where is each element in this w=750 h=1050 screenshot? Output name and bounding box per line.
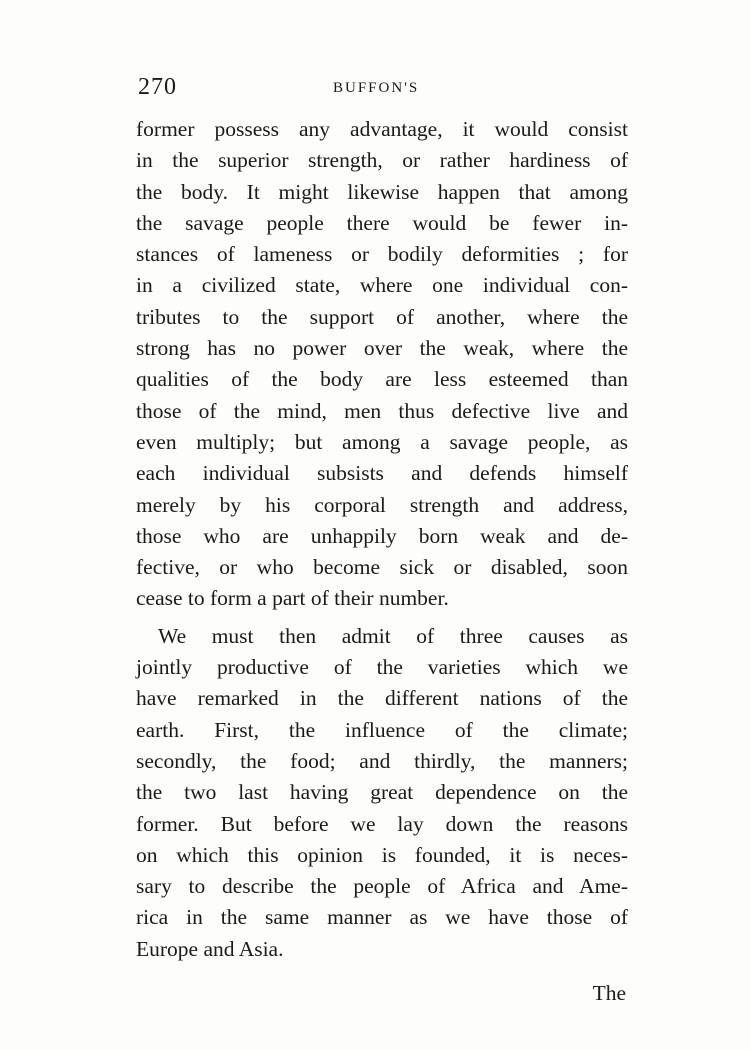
- text-line: on which this opinion is founded, it is neces-: [136, 842, 628, 867]
- text-line: We must then admit of three causes as: [158, 623, 628, 648]
- text-line: have remarked in the different nations of the: [136, 686, 628, 711]
- text-line: the body. It might likewise happen that among: [136, 179, 628, 204]
- text-line: the two last having great dependence on the: [136, 780, 628, 805]
- text-line: fective, or who become sick or disabled, soon: [136, 555, 628, 580]
- text-line: sary to describe the people of Africa and Ame-: [136, 874, 628, 899]
- text-line: those of the mind, men thus defective live and: [136, 398, 628, 423]
- text-line: Europe and Asia.: [136, 936, 284, 961]
- text-line: the savage people there would be fewer in-: [136, 210, 628, 235]
- text-line: qualities of the body are less esteemed than: [136, 367, 628, 392]
- body-text: [136, 114, 628, 965]
- text-line: jointly productive of the varieties which we: [136, 655, 628, 680]
- page-header: [138, 74, 628, 104]
- text-line: strong has no power over the weak, where the: [136, 336, 628, 361]
- text-line: former. But before we lay down the reasons: [136, 811, 628, 836]
- running-head: BUFFON'S: [333, 80, 420, 96]
- text-line: earth. First, the influence of the climate;: [136, 717, 628, 742]
- text-line: in a civilized state, where one individual con-: [136, 273, 628, 298]
- paragraph-1: [136, 114, 628, 615]
- text-line: merely by his corporal strength and address,: [136, 492, 628, 517]
- text-line: stances of lameness or bodily deformities ; for: [136, 242, 628, 267]
- text-line: rica in the same manner as we have those of: [136, 905, 628, 930]
- text-line: secondly, the food; and thirdly, the manners;: [136, 748, 628, 773]
- text-line: cease to form a part of their number.: [136, 586, 449, 611]
- catchword: The: [592, 981, 626, 1005]
- text-line: tributes to the support of another, where the: [136, 304, 628, 329]
- text-line: former possess any advantage, it would consist: [136, 117, 628, 141]
- text-line: in the superior strength, or rather hardiness of: [136, 148, 628, 173]
- paragraph-2: [136, 621, 628, 965]
- text-line: each individual subsists and defends himself: [136, 461, 628, 486]
- text-line: even multiply; but among a savage people, as: [136, 429, 628, 454]
- page-number: 270: [138, 74, 177, 100]
- text-line: those who are unhappily born weak and de-: [136, 523, 628, 548]
